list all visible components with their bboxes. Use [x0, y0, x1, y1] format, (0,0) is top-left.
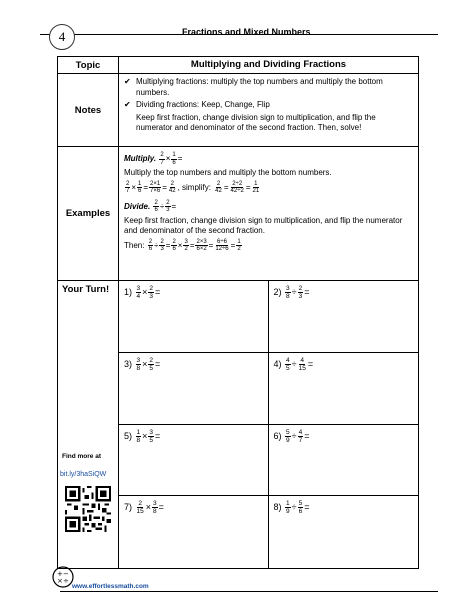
svg-text:−: − — [63, 570, 69, 578]
multiply-rule: Multiply the top numbers and multiply the bottom numbers. — [124, 168, 332, 177]
find-more-label: Find more at — [62, 453, 102, 460]
divide-work: Then: $\frac{2}{6}$ ÷ $\frac{2}{3}$ = $\frac{2}{6}$ × $\frac{3}{2}$ = $\frac{2\times 3}{6\times 2}$ = $\frac{6\div 6}{12\div 6}$ = $\frac{1}{2}$ — [124, 238, 241, 252]
problem-1[interactable]: 1) $\frac{3}{4}$ × $\frac{2}{3}$ = — [119, 281, 269, 353]
your-turn-sidebar — [58, 281, 119, 568]
footer-url[interactable]: www.effortlessmath.com — [72, 583, 149, 590]
your-turn-row — [58, 281, 418, 568]
divide-example: Divide. $\frac{2}{6}$ ÷ $\frac{2}{3}$ = — [124, 199, 177, 213]
topic-label: Topic — [58, 57, 119, 73]
header-title: Fractions and Mixed Numbers — [182, 27, 311, 37]
note-extra: Keep first fraction, change division sign to multiplication, and flip the numerator and denominator of the second fraction. Then, solve! — [136, 112, 376, 132]
notes-row — [58, 74, 418, 147]
lesson-table — [57, 56, 419, 569]
notes-content — [119, 74, 418, 146]
problem-8[interactable]: 8) $\frac{1}{9}$ ÷ $\frac{5}{6}$ = — [273, 500, 310, 516]
examples-label: Examples — [58, 147, 119, 280]
note-item: ✔ Dividing fractions: Keep, Change, Flip — [124, 100, 270, 109]
math-symbols-logo-icon — [52, 566, 74, 588]
problem-3[interactable]: 3) $\frac{3}{8}$ × $\frac{2}{5}$ = — [119, 353, 269, 425]
page-number: 4 — [49, 24, 75, 50]
examples-content — [119, 147, 418, 280]
problem-7[interactable]: 7) $\frac{2}{15}$ × $\frac{3}{8}$ = — [119, 496, 269, 568]
topic-value: Multiplying and Dividing Fractions — [190, 59, 347, 70]
note-item: ✔ Multiplying fractions: multiply the top numbers and multiply the bottom numbers. — [124, 77, 383, 97]
problem-4[interactable]: 4) $\frac{4}{5}$ ÷ $\frac{4}{15}$ = — [269, 353, 419, 425]
footer-rule — [60, 591, 438, 592]
resource-link[interactable]: bit.ly/3haSiQW — [60, 471, 107, 478]
problem-grid — [119, 281, 418, 568]
divide-rule: Keep first fraction, change division sign to multiplication, and flip the numerator and denominator of the second fraction. — [124, 215, 403, 235]
problem-5[interactable]: 5) $\frac{1}{8}$ × $\frac{3}{5}$ = — [119, 425, 269, 497]
problem-6[interactable]: 6) $\frac{5}{9}$ ÷ $\frac{4}{7}$ = — [269, 425, 419, 497]
checkmark-icon: ✔ — [124, 100, 131, 109]
your-turn-label: Your Turn! — [62, 284, 110, 295]
problem-2[interactable]: 2) $\frac{3}{8}$ ÷ $\frac{2}{3}$ = — [269, 281, 419, 353]
checkmark-icon: ✔ — [124, 77, 131, 86]
examples-row — [58, 147, 418, 281]
multiply-work: $\frac{2}{7}$ × $\frac{1}{6}$ = $\frac{2\times 1}{7\times 6}$ = $\frac{2}{42}$ , simplify: $\frac{2}{42}$ = $\frac{2\div 2}{42\div 2}$ = $\frac{1}{21}$ — [126, 180, 260, 194]
qr-code-icon — [65, 486, 111, 532]
topic-row — [58, 57, 418, 74]
notes-label: Notes — [58, 74, 119, 146]
svg-text:×: × — [57, 577, 63, 585]
svg-text:+: + — [57, 570, 63, 578]
svg-text:÷: ÷ — [63, 577, 69, 585]
multiply-example: Multiply. $\frac{2}{7}$ × $\frac{1}{6}$ = — [124, 152, 183, 166]
